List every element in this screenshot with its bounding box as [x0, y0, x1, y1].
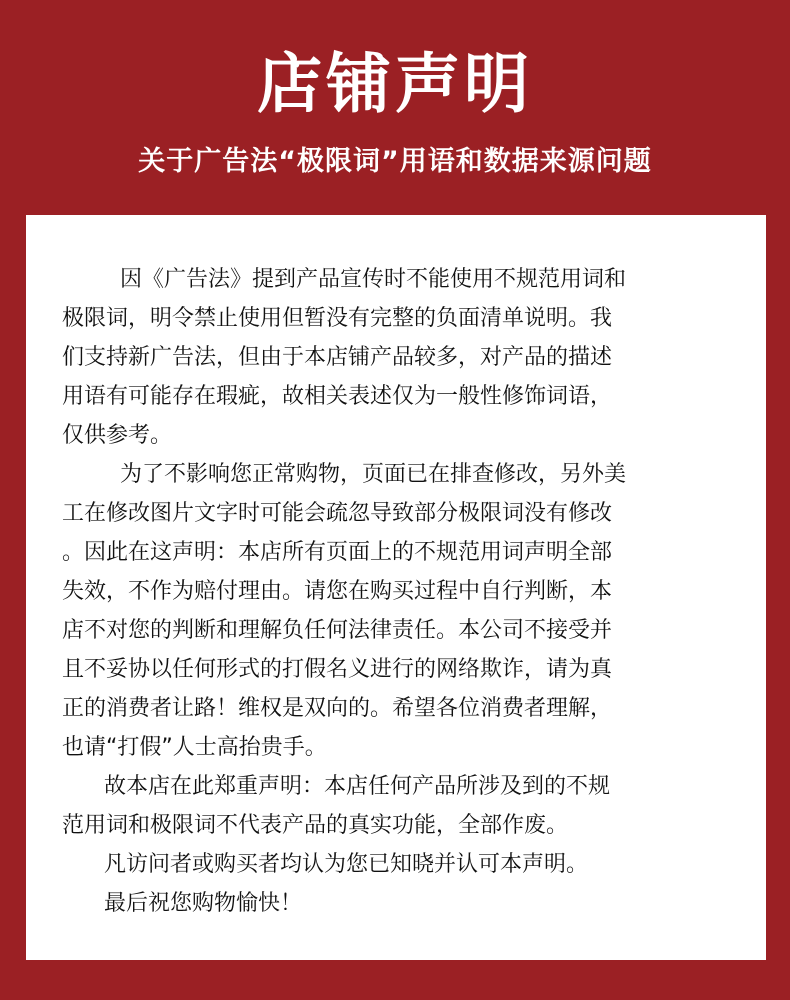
paragraph-2-line-3: 。因此在这声明：本店所有页面上的不规范用词声明全部 — [62, 540, 613, 565]
paragraph-2-line-2: 工在修改图片文字时可能会疏忽导致部分极限词没有修改 — [62, 501, 613, 526]
paragraph-1-line-2: 极限词，明令禁止使用但暂没有完整的负面清单说明。我 — [62, 306, 613, 331]
statement-card — [26, 215, 766, 960]
statement-text — [62, 260, 738, 923]
paragraph-1-line-3: 们支持新广告法，但由于本店铺产品较多，对产品的描述 — [62, 345, 613, 370]
paragraph-5-line-1: 最后祝您购物愉快！ — [104, 891, 303, 916]
paragraph-3-line-2: 范用词和极限词不代表产品的真实功能，全部作废。 — [62, 813, 569, 838]
paragraph-4-line-1: 凡访问者或购买者均认为您已知晓并认可本声明。 — [104, 852, 589, 877]
paragraph-1-line-5: 仅供参考。 — [62, 423, 173, 448]
paragraph-3-line-1: 故本店在此郑重声明：本店任何产品所涉及到的不规 — [104, 774, 611, 799]
page-subtitle: 关于广告法“极限词”用语和数据来源问题 — [138, 146, 652, 177]
paragraph-2-line-7: 正的消费者让路！维权是双向的。希望各位消费者理解， — [62, 696, 613, 721]
paragraph-2-line-5: 店不对您的判断和理解负任何法律责任。本公司不接受并 — [62, 618, 613, 643]
page-title: 店铺声明 — [256, 47, 533, 122]
paragraph-2-line-6: 且不妥协以任何形式的打假名义进行的网络欺诈，请为真 — [62, 657, 613, 682]
paragraph-2-line-8: 也请“打假”人士高抬贵手。 — [62, 735, 327, 760]
paragraph-1-line-4: 用语有可能存在瑕疵，故相关表述仅为一般性修饰词语， — [62, 384, 613, 409]
paragraph-1-line-1: 因《广告法》提到产品宣传时不能使用不规范用词和 — [120, 267, 627, 292]
paragraph-2-line-1: 为了不影响您正常购物，页面已在排查修改，另外美 — [120, 462, 627, 487]
paragraph-2-line-4: 失效，不作为赔付理由。请您在购买过程中自行判断，本 — [62, 579, 613, 604]
